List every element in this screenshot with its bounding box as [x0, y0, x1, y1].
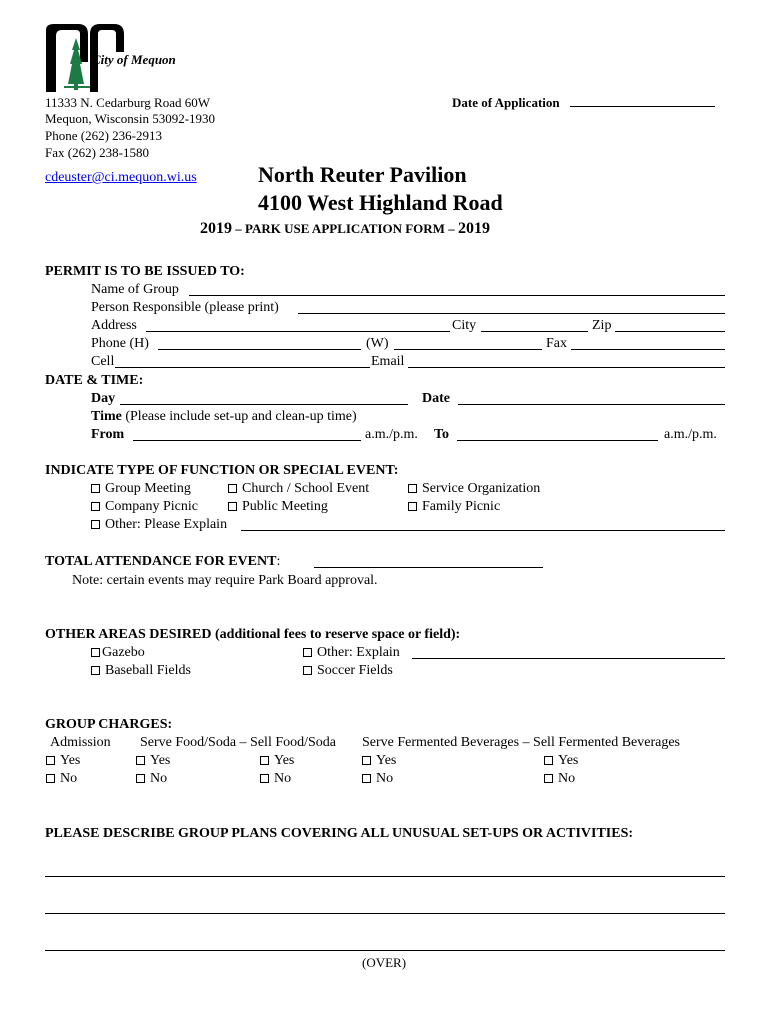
- area-gazebo[interactable]: [91, 645, 145, 661]
- from-label: From: [91, 427, 125, 442]
- phone-w-field[interactable]: [394, 349, 542, 350]
- email-label: Email: [371, 354, 405, 369]
- cell-label: Cell: [91, 354, 115, 369]
- checkbox-icon[interactable]: [260, 756, 269, 765]
- plans-line-2[interactable]: [45, 913, 725, 914]
- form-title-year-b: 2019: [457, 220, 490, 237]
- checkbox-icon[interactable]: [228, 502, 237, 511]
- address-field[interactable]: [146, 331, 450, 332]
- phone-w-label: (W): [366, 336, 389, 351]
- option-label: Yes: [274, 753, 295, 768]
- option-label: Baseball Fields: [105, 663, 191, 678]
- admission-no[interactable]: [46, 771, 77, 787]
- charges-col-fermented: Serve Fermented Beverages – Sell Fermented Beverages: [362, 735, 681, 750]
- attendance-colon: :: [276, 554, 281, 569]
- fax-field[interactable]: [571, 349, 725, 350]
- checkbox-icon[interactable]: [91, 520, 100, 529]
- option-public-meeting[interactable]: [228, 499, 328, 515]
- checkbox-icon[interactable]: [136, 756, 145, 765]
- checkbox-icon[interactable]: [228, 484, 237, 493]
- option-label: Other: Explain: [317, 645, 400, 660]
- contact-email-link[interactable]: [45, 170, 197, 186]
- over-footer: (OVER): [362, 955, 407, 970]
- address-label: Address: [91, 318, 137, 333]
- other-explain-field[interactable]: [241, 530, 725, 531]
- phone-h-label: Phone (H): [91, 336, 149, 351]
- charges-col-admission: Admission: [50, 735, 111, 750]
- date-of-application-field[interactable]: [570, 106, 715, 107]
- charges-col-food: Serve Food/Soda – Sell Food/Soda: [140, 735, 337, 750]
- option-label: Company Picnic: [105, 499, 198, 514]
- option-label: No: [60, 771, 78, 786]
- city-field[interactable]: [481, 331, 588, 332]
- checkbox-icon[interactable]: [260, 774, 269, 783]
- option-group-meeting[interactable]: [91, 481, 191, 497]
- address-line2: Mequon, Wisconsin 53092-1930: [45, 111, 216, 126]
- areas-heading: OTHER AREAS DESIRED (additional fees to reserve space or field):: [45, 627, 461, 642]
- time-label-bold: Time: [91, 409, 122, 424]
- name-of-group-label: Name of Group: [91, 282, 179, 297]
- day-label: Day: [91, 391, 116, 406]
- checkbox-icon[interactable]: [46, 756, 55, 765]
- option-label: Public Meeting: [242, 499, 328, 514]
- form-title: [200, 220, 490, 238]
- option-label: Family Picnic: [422, 499, 501, 514]
- time-note: (Please include set-up and clean-up time): [121, 409, 357, 424]
- time-label: [91, 409, 357, 425]
- checkbox-icon[interactable]: [91, 484, 100, 493]
- zip-label: Zip: [592, 318, 612, 333]
- date-of-application-label: Date of Application: [452, 95, 560, 110]
- checkbox-icon[interactable]: [544, 756, 553, 765]
- checkbox-icon[interactable]: [362, 774, 371, 783]
- checkbox-icon[interactable]: [544, 774, 553, 783]
- option-label: Church / School Event: [242, 481, 370, 496]
- form-title-year-a: 2019: [200, 220, 232, 237]
- zip-field[interactable]: [615, 331, 725, 332]
- page-title: North Reuter Pavilion: [258, 162, 467, 187]
- option-label: Yes: [60, 753, 81, 768]
- day-field[interactable]: [120, 404, 408, 405]
- area-baseball[interactable]: [91, 663, 191, 679]
- option-family-picnic[interactable]: [408, 499, 500, 515]
- fax-label: Fax: [546, 336, 567, 351]
- attendance-label: TOTAL ATTENDANCE FOR EVENT: [45, 554, 277, 569]
- address-line1: 11333 N. Cedarburg Road 60W: [45, 95, 211, 110]
- sell-food-yes[interactable]: [260, 753, 294, 769]
- option-service-org[interactable]: [408, 481, 540, 497]
- option-label: No: [376, 771, 394, 786]
- option-other[interactable]: [91, 517, 227, 533]
- checkbox-icon[interactable]: [408, 484, 417, 493]
- area-other[interactable]: [303, 645, 400, 661]
- area-soccer[interactable]: [303, 663, 393, 679]
- checkbox-icon[interactable]: [362, 756, 371, 765]
- form-title-mid: – PARK USE APPLICATION FORM –: [232, 221, 458, 236]
- person-responsible-label: Person Responsible (please print): [91, 300, 279, 315]
- plans-heading: PLEASE DESCRIBE GROUP PLANS COVERING ALL UNUSUAL SET-UPS OR ACTIVITIES:: [45, 826, 634, 841]
- option-label: Yes: [150, 753, 171, 768]
- sell-fermented-yes[interactable]: [544, 753, 578, 769]
- contact-email[interactable]: cdeuster@ci.mequon.wi.us: [45, 170, 197, 185]
- phone-number: Phone (262) 236-2913: [45, 128, 162, 143]
- checkbox-icon[interactable]: [91, 666, 100, 675]
- option-label: Yes: [376, 753, 397, 768]
- checkbox-icon[interactable]: [303, 648, 312, 657]
- option-label: No: [558, 771, 576, 786]
- page-subtitle: 4100 West Highland Road: [258, 190, 503, 215]
- admission-yes[interactable]: [46, 753, 80, 769]
- date-label: Date: [422, 391, 450, 406]
- function-heading: INDICATE TYPE OF FUNCTION OR SPECIAL EVENT:: [45, 463, 399, 478]
- serve-food-yes[interactable]: [136, 753, 170, 769]
- date-field[interactable]: [458, 404, 725, 405]
- email-field[interactable]: [408, 367, 725, 368]
- option-company-picnic[interactable]: [91, 499, 198, 515]
- plans-line-1[interactable]: [45, 876, 725, 877]
- logo-text: City of Mequon: [92, 52, 176, 67]
- cell-field[interactable]: [115, 367, 370, 368]
- option-label: Soccer Fields: [317, 663, 393, 678]
- serve-fermented-yes[interactable]: [362, 753, 396, 769]
- option-label: Group Meeting: [105, 481, 191, 496]
- charges-heading: GROUP CHARGES:: [45, 717, 173, 732]
- option-label: Other: Please Explain: [105, 517, 228, 532]
- sell-fermented-no[interactable]: [544, 771, 575, 787]
- datetime-heading: DATE & TIME:: [45, 373, 144, 388]
- from-ampm: a.m./p.m.: [365, 427, 418, 442]
- attendance-field[interactable]: [314, 567, 543, 568]
- to-label: To: [434, 427, 450, 442]
- name-of-group-field[interactable]: [189, 295, 725, 296]
- option-label: Yes: [558, 753, 579, 768]
- checkbox-icon[interactable]: [46, 774, 55, 783]
- city-label: City: [452, 318, 477, 333]
- checkbox-icon[interactable]: [136, 774, 145, 783]
- option-label: No: [274, 771, 292, 786]
- plans-line-3[interactable]: [45, 950, 725, 951]
- serve-fermented-no[interactable]: [362, 771, 393, 787]
- serve-food-no[interactable]: [136, 771, 167, 787]
- to-field[interactable]: [457, 440, 658, 441]
- sell-food-no[interactable]: [260, 771, 291, 787]
- area-other-field[interactable]: [412, 658, 725, 659]
- person-responsible-field[interactable]: [298, 313, 725, 314]
- checkbox-icon[interactable]: [91, 648, 100, 657]
- option-church-school[interactable]: [228, 481, 369, 497]
- checkbox-icon[interactable]: [91, 502, 100, 511]
- checkbox-icon[interactable]: [408, 502, 417, 511]
- option-label: No: [150, 771, 168, 786]
- checkbox-icon[interactable]: [303, 666, 312, 675]
- attendance-note: Note: certain events may require Park Board approval.: [72, 573, 378, 588]
- fax-number: Fax (262) 238-1580: [45, 145, 149, 160]
- attendance-heading: [45, 554, 280, 570]
- phone-h-field[interactable]: [158, 349, 361, 350]
- permit-heading: PERMIT IS TO BE ISSUED TO:: [45, 264, 245, 279]
- option-label: Gazebo: [102, 645, 145, 660]
- from-field[interactable]: [133, 440, 361, 441]
- option-label: Service Organization: [422, 481, 541, 496]
- to-ampm: a.m./p.m.: [664, 427, 717, 442]
